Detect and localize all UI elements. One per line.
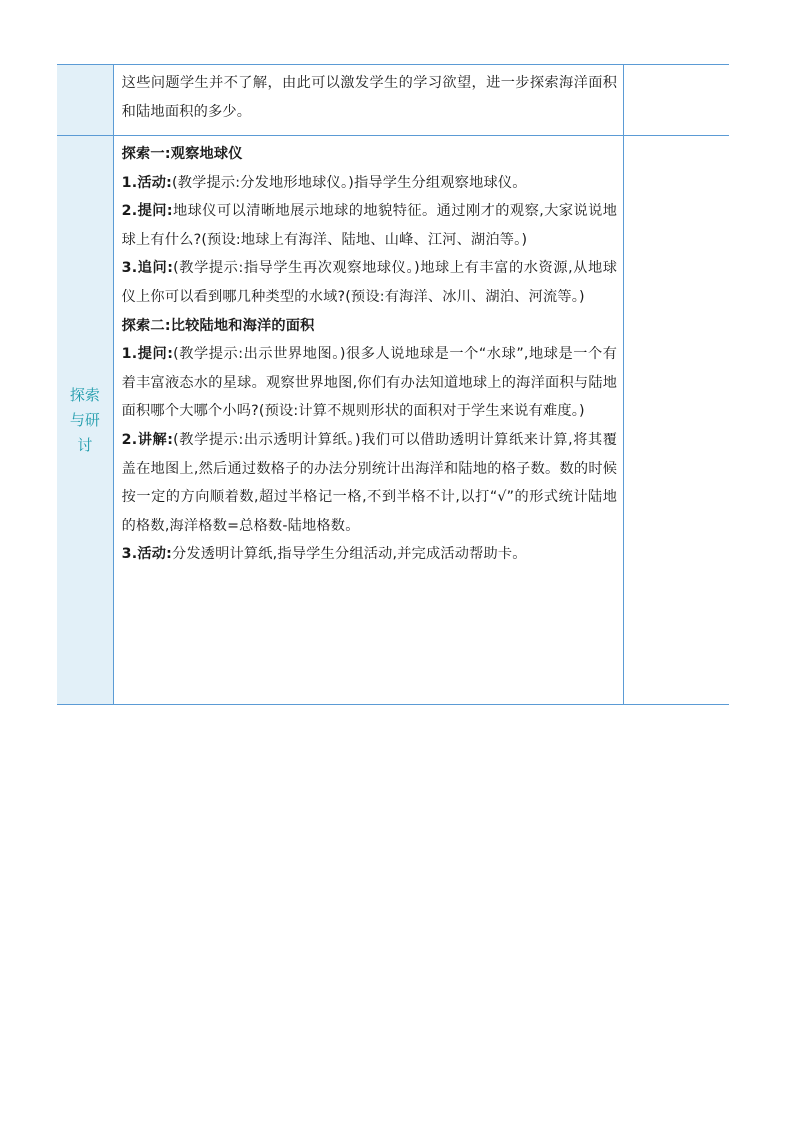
activity-item (122, 169, 618, 198)
subsection-heading: 探索一:观察地球仪 (121, 146, 243, 162)
paragraph: 这些问题学生并不了解，由此可以激发学生的学习欲望，进一步探索海洋面积和陆地面积的多少。 (121, 75, 618, 120)
item-lead: 2.提问: (121, 203, 173, 220)
section-label-cell (57, 136, 113, 705)
item-lead: 3.追问: (121, 260, 174, 277)
lesson-plan-table (57, 64, 729, 705)
activity-item (122, 197, 618, 254)
subsection-heading: 探索二:比较陆地和海洋的面积 (121, 317, 315, 334)
activity-item (122, 254, 618, 311)
item-text: (教学提示:出示透明计算纸。)我们可以借助透明计算纸来计算,将其覆盖在地图上,然后通过数格子的办法分别统计出海洋和陆地的格子数。数的时候按一定的方向顺着数,超过半格记一格,不到半格不计,以打“√”的形式统计陆地的格数,海洋格数=总格数-陆地格数。 (121, 431, 618, 534)
item-lead: 1.提问: (121, 346, 174, 363)
notes-cell (624, 136, 729, 705)
content-cell (113, 136, 624, 705)
item-lead: 3.活动: (121, 546, 172, 563)
activity-item (122, 540, 618, 569)
table-row (57, 136, 729, 705)
item-lead: 1.活动: (121, 174, 172, 191)
table-row (57, 65, 729, 136)
item-text: (教学提示:出示世界地图。)很多人说地球是一个“水球”,地球是一个有着丰富液态水的星球。观察世界地图,你们有办法知道地球上的海洋面积与陆地面积哪个大哪个小吗?(预设:计算不规则形状的面积对于学生来说有难度。) (121, 346, 618, 420)
activity-item (122, 426, 618, 540)
item-text: 分发透明计算纸,指导学生分组活动,并完成活动帮助卡。 (171, 546, 527, 563)
item-text: (教学提示:分发地形地球仪。)指导学生分组观察地球仪。 (171, 174, 527, 191)
section-label: 探索与研讨 (69, 385, 100, 454)
content-cell (113, 65, 624, 136)
item-lead: 2.讲解: (121, 431, 174, 448)
section-label-cell (57, 65, 113, 136)
activity-item (122, 340, 618, 426)
item-text: 地球仪可以清晰地展示地球的地貌特征。通过刚才的观察,大家说说地球上有什么?(预设:地球上有海洋、陆地、山峰、江河、湖泊等。) (121, 203, 618, 248)
notes-cell (624, 65, 729, 136)
item-text: (教学提示:指导学生再次观察地球仪。)地球上有丰富的水资源,从地球仪上你可以看到哪几种类型的水域?(预设:有海洋、冰川、湖泊、河流等。) (121, 260, 618, 305)
